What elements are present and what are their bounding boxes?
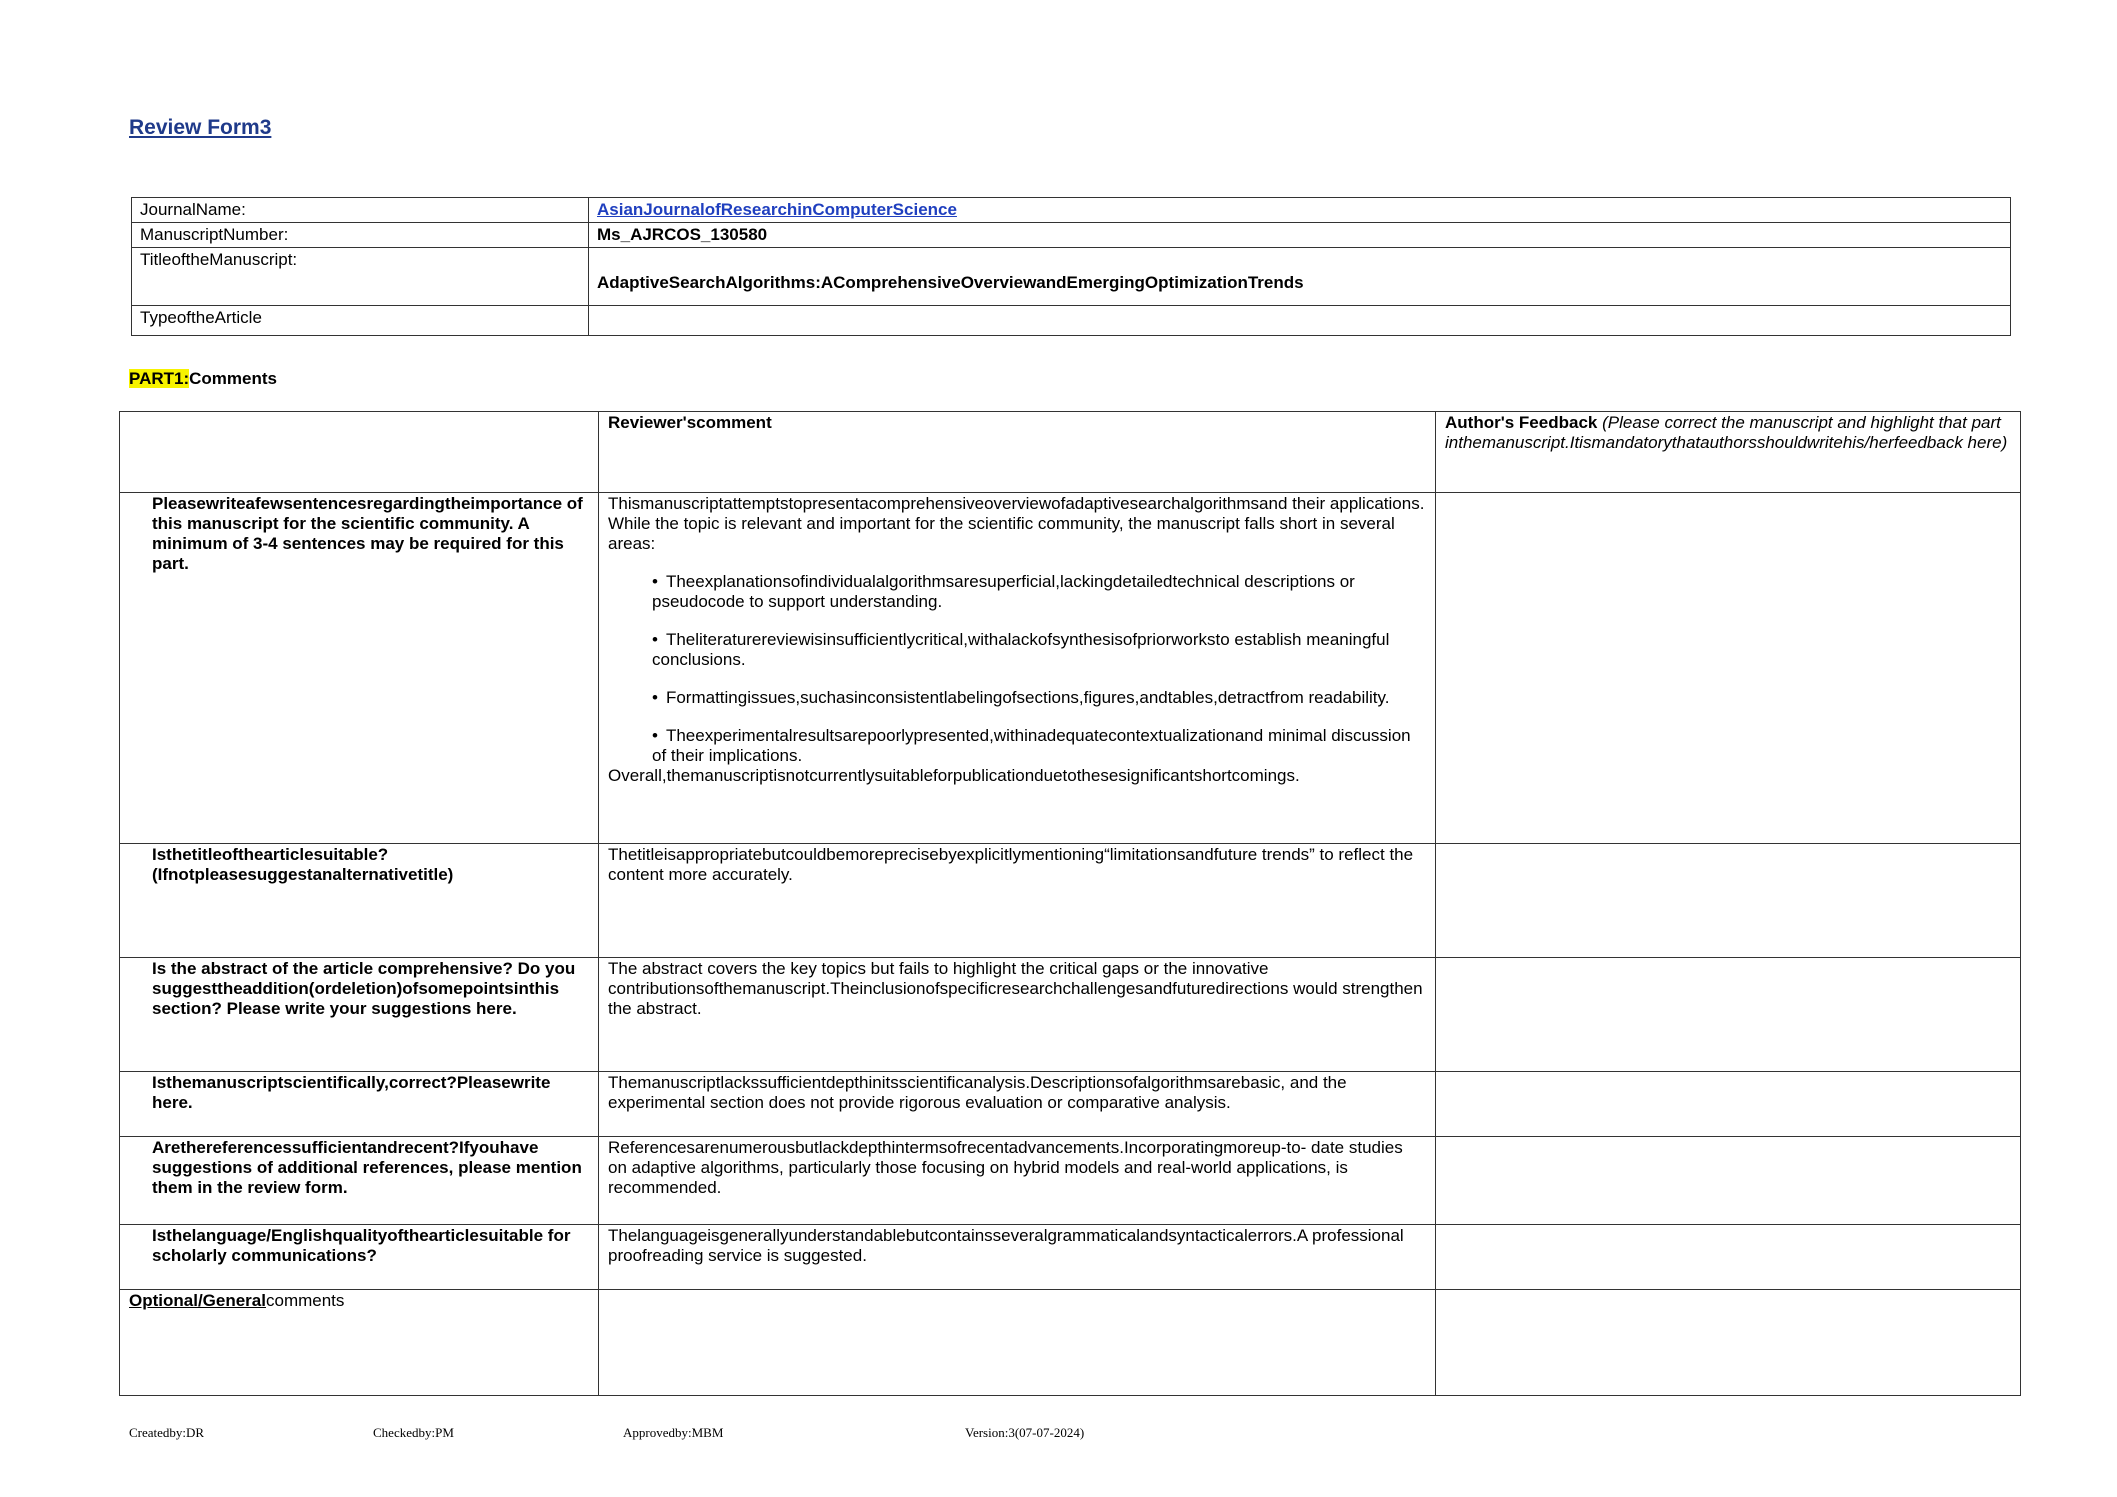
table-row: [120, 493, 2021, 844]
journal-row: [132, 198, 2011, 223]
journal-value[interactable]: [589, 198, 2011, 223]
manuscript-title-label: TitleoftheManuscript:: [132, 248, 589, 306]
author-feedback-title: Author's Feedback: [1445, 413, 1598, 432]
comment-intro: Thismanuscriptattemptstopresentacomprehensiveoverviewofadaptivesearchalgorithmsand their applications. While the topic is relevant and important for the scientific community, the manuscript falls short in several areas:: [608, 494, 1425, 553]
footer-approved: Approvedby:MBM: [623, 1425, 724, 1440]
reviewer-comment-language: Thelanguageisgenerallyunderstandablebutcontainsseveralgrammaticalandsyntacticalerrors.A professional proofreading service is suggested.: [599, 1225, 1436, 1290]
manuscript-number-label: ManuscriptNumber:: [132, 223, 589, 248]
question-language: Isthelanguage/Englishqualityofthearticlesuitable for scholarly communications?: [120, 1225, 599, 1290]
article-type-row: [132, 306, 2011, 336]
bullet-text: Theexperimentalresultsarepoorlypresented,withinadequatecontextualizationand minimal discussion of their implications.: [652, 726, 1411, 765]
part1-label: PART1:: [129, 369, 190, 388]
author-feedback-cell[interactable]: [1436, 958, 2021, 1072]
reviewer-comment-importance: [599, 493, 1436, 844]
list-item: • Theexperimentalresultsarepoorlypresented,withinadequatecontextualizationand minimal discussion of their implications.: [652, 726, 1411, 765]
table-row: [120, 1225, 2021, 1290]
table-row: [120, 1072, 2021, 1137]
author-feedback-cell[interactable]: [1436, 1072, 2021, 1137]
header-empty-cell: [120, 412, 599, 493]
table-row: [120, 1290, 2021, 1396]
author-feedback-header: [1436, 412, 2021, 493]
comments-header-row: [120, 412, 2021, 493]
part1-heading: [129, 369, 277, 389]
comment-conclusion: Overall,themanuscriptisnotcurrentlysuitableforpublicationduetothesesignificantshortcomings.: [608, 766, 1300, 785]
reviewer-comment-title: Thetitleisappropriatebutcouldbemoreprecisebyexplicitlymentioning“limitationsandfuture trends” to reflect the content more accurately.: [599, 844, 1436, 958]
footer-version: Version:3(07-07-2024): [965, 1425, 1085, 1440]
manuscript-title-text: AdaptiveSearchAlgorithms:AComprehensiveOverviewandEmergingOptimizationTrends: [597, 272, 1304, 292]
reviewer-comment-abstract: The abstract covers the key topics but fails to highlight the critical gaps or the innovative contributionsofthemanuscript.Theinclusionofspecificresearchchallengesandfuturedirections would strengthen the abstract.: [599, 958, 1436, 1072]
reviewer-comment-header: Reviewer'scomment: [599, 412, 1436, 493]
list-item: • Theliteraturereviewisinsufficientlycritical,withalackofsynthesisofpriorworksto establish meaningful conclusions.: [652, 630, 1390, 669]
footer-checked: Checkedby:PM: [373, 1425, 454, 1440]
question-scientific: Isthemanuscriptscientifically,correct?Pleasewrite here.: [120, 1072, 599, 1137]
question-importance: Pleasewriteafewsentencesregardingtheimportance of this manuscript for the scientific community. A minimum of 3-4 sentences may be required for this part.: [120, 493, 599, 844]
reviewer-comment-references: Referencesarenumerousbutlackdepthintermsofrecentadvancements.Incorporatingmoreup-to- date studies on adaptive algorithms, particularly those focusing on hybrid models and real-world applications, is recommended.: [599, 1137, 1436, 1225]
optional-comments-text: comments: [265, 1291, 345, 1310]
author-feedback-cell[interactable]: [1436, 1225, 2021, 1290]
page-title[interactable]: Review Form3: [129, 116, 272, 139]
part1-text: Comments: [189, 369, 277, 388]
article-type-label: TypeoftheArticle: [132, 306, 589, 336]
manuscript-title-row: [132, 248, 2011, 306]
manuscript-title-value: [589, 248, 2011, 306]
question-references: Arethereferencessufficientandrecent?Ifyouhave suggestions of additional references, please mention them in the review form.: [120, 1137, 599, 1225]
question-title: Isthetitleofthearticlesuitable? (Ifnotpleasesuggestanalternativetitle): [120, 844, 599, 958]
author-feedback-instructions: (Please correct the manuscript and highlight that part inthemanuscript.Itismandatorythatauthorsshouldwritehis/herfeedback here): [1445, 413, 2008, 452]
optional-comments-label: [120, 1290, 599, 1396]
bullet-text: Theexplanationsofindividualalgorithmsaresuperficial,lackingdetailedtechnical descriptions or pseudocode to support understanding.: [652, 572, 1355, 611]
table-row: [120, 958, 2021, 1072]
bullet-text: Theliteraturereviewisinsufficientlycritical,withalackofsynthesisofpriorworksto establish meaningful conclusions.: [652, 630, 1390, 669]
question-abstract: Is the abstract of the article comprehensive? Do you suggesttheaddition(ordeletion)ofsomepointsinthis section? Please write your suggestions here.: [120, 958, 599, 1072]
manuscript-number-value: Ms_AJRCOS_130580: [589, 223, 2011, 248]
author-feedback-cell[interactable]: [1436, 1137, 2021, 1225]
table-row: [120, 1137, 2021, 1225]
journal-link[interactable]: AsianJournalofResearchinComputerScience: [597, 200, 957, 219]
list-item: • Formattingissues,suchasinconsistentlabelingofsections,figures,andtables,detractfrom readability.: [652, 688, 1390, 707]
list-item: • Theexplanationsofindividualalgorithmsaresuperficial,lackingdetailedtechnical descriptions or pseudocode to support understanding.: [652, 572, 1355, 611]
manuscript-info-table: [131, 197, 2011, 336]
reviewer-comment-scientific: Themanuscriptlackssufficientdepthinitsscientificanalysis.Descriptionsofalgorithmsarebasic, and the experimental section does not provide rigorous evaluation or comparative analysis.: [599, 1072, 1436, 1137]
author-feedback-cell[interactable]: [1436, 493, 2021, 844]
article-type-value[interactable]: [589, 306, 2011, 336]
footer-created: Createdby:DR: [129, 1425, 205, 1440]
optional-comments-cell[interactable]: [599, 1290, 1436, 1396]
journal-label: JournalName:: [132, 198, 589, 223]
bullet-text: Formattingissues,suchasinconsistentlabelingofsections,figures,andtables,detractfrom readability.: [665, 688, 1390, 707]
manuscript-number-row: [132, 223, 2011, 248]
table-row: [120, 844, 2021, 958]
author-feedback-cell[interactable]: [1436, 844, 2021, 958]
author-feedback-cell[interactable]: [1436, 1290, 2021, 1396]
optional-comments-bold: Optional/General: [129, 1291, 266, 1310]
comments-table: [119, 411, 2021, 1396]
